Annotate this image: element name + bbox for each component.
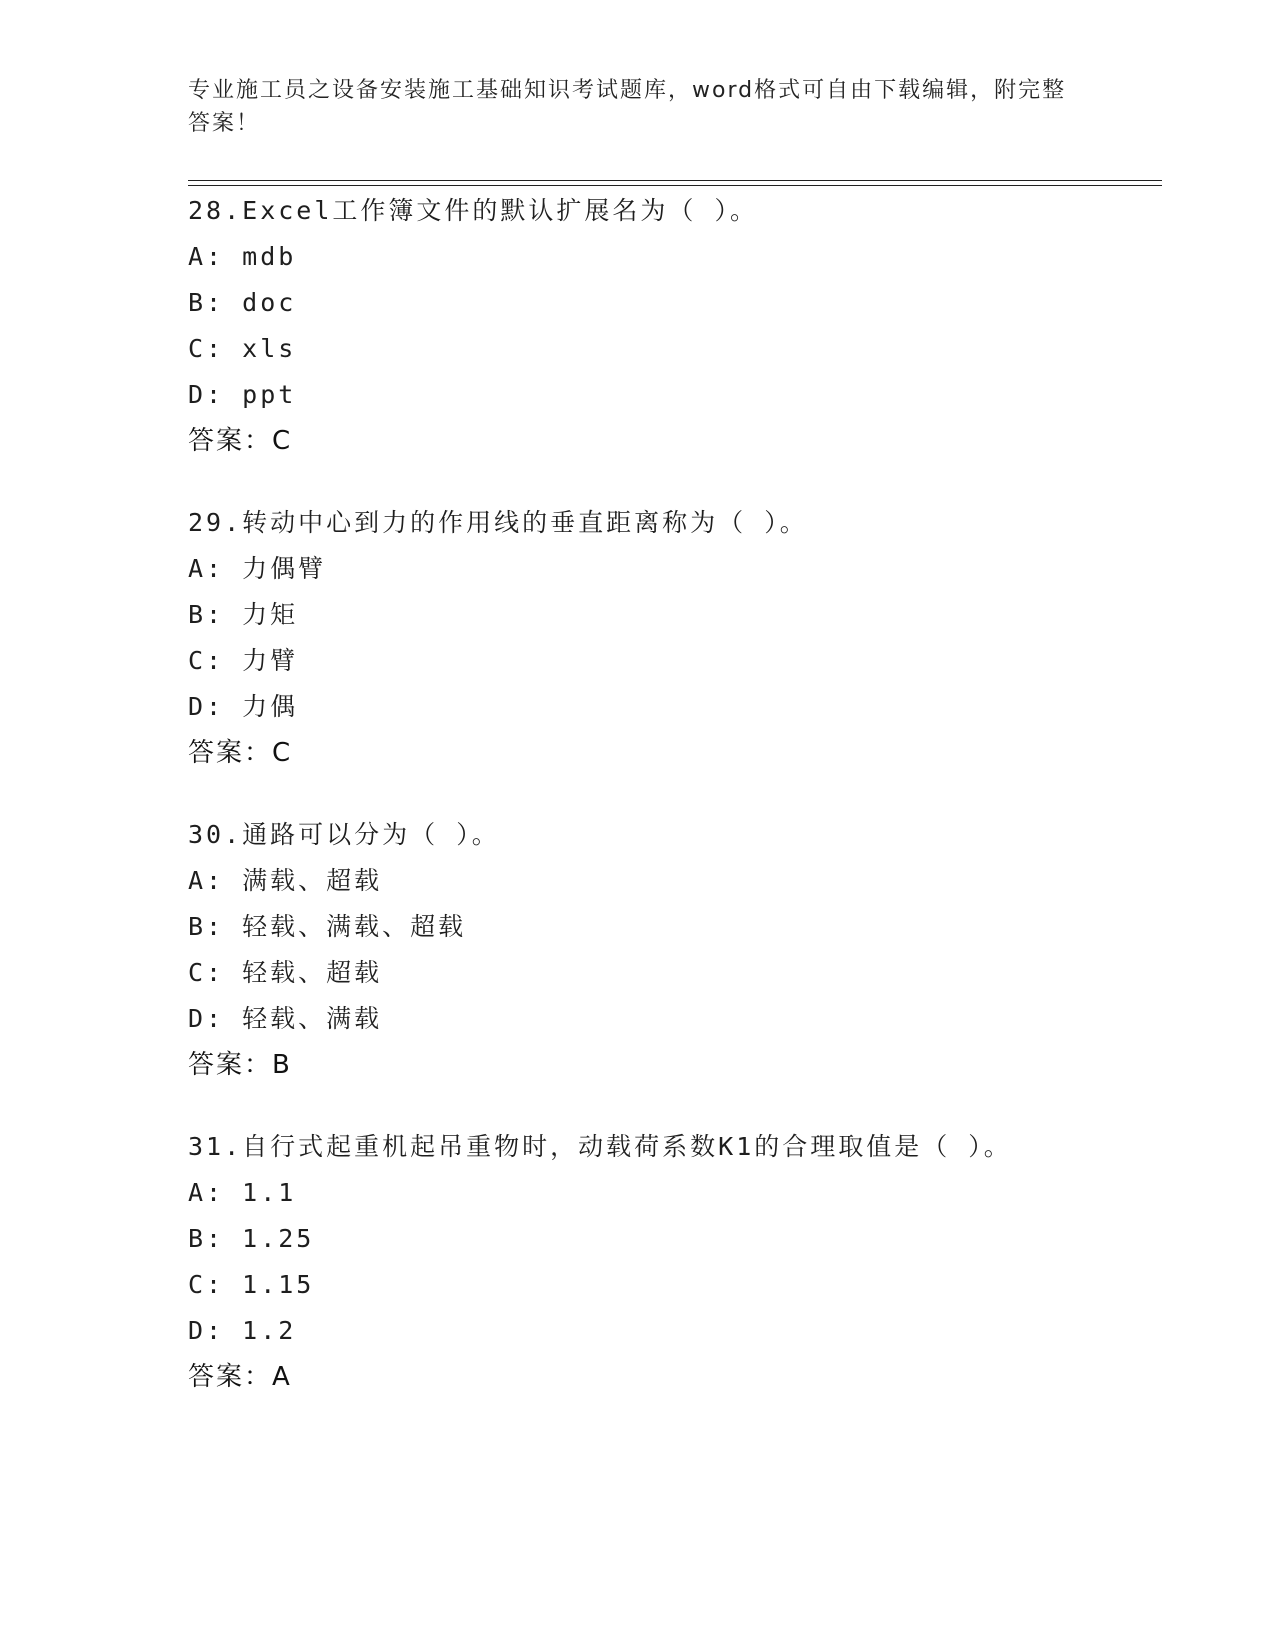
header-divider-bottom xyxy=(188,185,1162,186)
question-stem: 28.Excel工作簿文件的默认扩展名为（ ）。 xyxy=(188,196,758,225)
answer-value: C xyxy=(272,426,291,456)
option-a: A: 力偶臂 xyxy=(188,554,327,583)
option-a: A: 满载、超载 xyxy=(188,866,383,895)
answer-line xyxy=(188,418,1162,464)
answer-value: B xyxy=(272,1050,290,1080)
option-b: B: 力矩 xyxy=(188,600,299,629)
question-list xyxy=(188,188,1162,1436)
question-stem: 31.自行式起重机起吊重物时，动载荷系数K1的合理取值是（ ）。 xyxy=(188,1132,1012,1161)
answer-label: 答案： xyxy=(188,1050,273,1080)
answer-label: 答案： xyxy=(188,1362,273,1392)
option-a: A: mdb xyxy=(188,242,297,271)
option-b: B: 轻载、满载、超载 xyxy=(188,912,467,941)
option-c: C: xls xyxy=(188,334,297,363)
answer-label: 答案： xyxy=(188,426,273,456)
document-header: 专业施工员之设备安装施工基础知识考试题库，word格式可自由下载编辑，附完整答案！ xyxy=(188,78,1067,136)
answer-line xyxy=(188,1042,1162,1088)
answer-line xyxy=(188,1354,1162,1400)
option-d: D: ppt xyxy=(188,380,297,409)
question-30 xyxy=(188,812,1162,1088)
answer-label: 答案： xyxy=(188,738,273,768)
answer-value: A xyxy=(272,1362,290,1392)
question-stem: 30.通路可以分为（ ）。 xyxy=(188,820,500,849)
option-c: C: 力臂 xyxy=(188,646,299,675)
answer-line xyxy=(188,730,1162,776)
option-b: B: 1.25 xyxy=(188,1224,315,1253)
option-c: C: 1.15 xyxy=(188,1270,315,1299)
option-a: A: 1.1 xyxy=(188,1178,297,1207)
option-d: D: 1.2 xyxy=(188,1316,297,1345)
question-28 xyxy=(188,188,1162,464)
header-divider-top xyxy=(188,180,1162,181)
question-29 xyxy=(188,500,1162,776)
answer-value: C xyxy=(272,738,291,768)
option-d: D: 力偶 xyxy=(188,692,299,721)
option-c: C: 轻载、超载 xyxy=(188,958,383,987)
option-b: B: doc xyxy=(188,288,297,317)
question-stem: 29.转动中心到力的作用线的垂直距离称为（ ）。 xyxy=(188,508,808,537)
option-d: D: 轻载、满载 xyxy=(188,1004,383,1033)
question-31 xyxy=(188,1124,1162,1400)
